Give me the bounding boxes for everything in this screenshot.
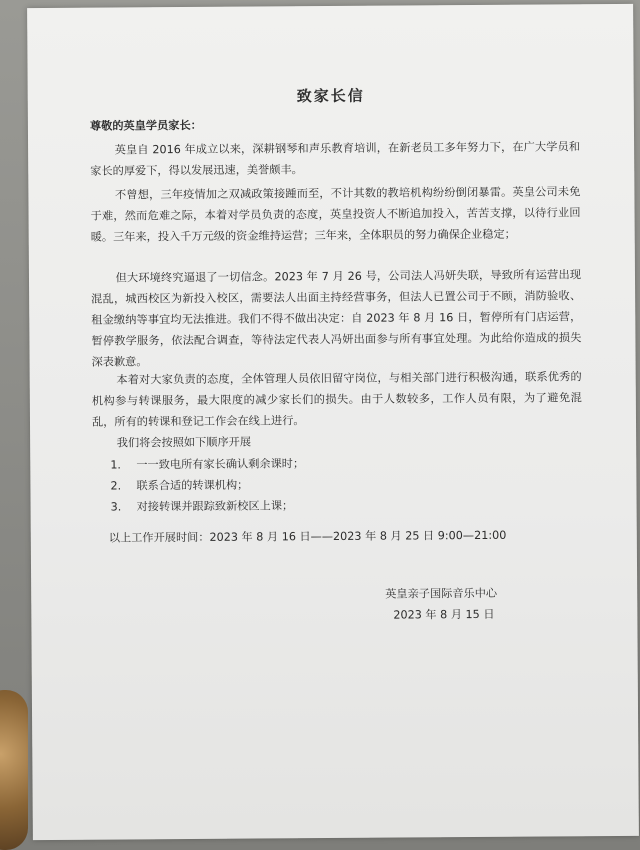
salutation: 尊敬的英皇学员家长： bbox=[89, 118, 202, 133]
step-number: 1. bbox=[110, 458, 122, 472]
paragraph-hardship: 不曾想，三年疫情加之双减政策接踵而至，不计其数的教培机构纷纷倒闭暴雷。英皇公司未免于难，然而危难之际，本着对学员负责的态度，英皇投资人不断追加投入，苦苦支撑，以待行业回暖。三年来，投入千万元级的资金维持运营；三年来，全体职员的努力确保企业稳定； bbox=[90, 185, 581, 244]
step-number: 2. bbox=[110, 479, 122, 493]
background-object bbox=[0, 690, 28, 850]
step-text: 对接转课并跟踪致新校区上课； bbox=[136, 499, 294, 514]
signature-organization: 英皇亲子国际音乐中心 bbox=[385, 586, 498, 601]
steps-intro: 我们将会按照如下顺序开展 bbox=[116, 435, 252, 450]
list-item bbox=[110, 474, 304, 496]
letter-title: 致家长信 bbox=[296, 86, 365, 106]
paragraph-suspension: 但大环境终究逼退了一切信念。2023 年 7 月 26 号，公司法人冯妍失联，导致所有运营出现混乱，城西校区为新投入校区，需要法人出面主持经营事务，但法人已置公司于不顾，消防验收、租金缴纳等事宜均无法推进。我们不得不做出决定：自 2023 年 8 月 16 日，暂停所有门店运营，暂停教学服务，依法配合调查，等待法定代表人冯妍出面参与所有事宜处理。为此给你造成的损失深表歉意。 bbox=[91, 268, 582, 369]
list-item bbox=[110, 453, 304, 475]
paragraph-transfer: 本着对大家负责的态度，全体管理人员依旧留守岗位，与相关部门进行积极沟通，联系优秀的机构参与转课服务，最大限度的减少家长们的损失。由于人数较多，工作人员有限，为了避免混乱，所有的转课和登记工作会在线上进行。 bbox=[91, 370, 582, 429]
step-text: 联系合适的转课机构； bbox=[136, 478, 249, 493]
list-item bbox=[111, 495, 305, 517]
work-hours: 以上工作开展时间：2023 年 8 月 16 日——2023 年 8 月 25 日 9:00—21:00 bbox=[108, 528, 507, 545]
signature-date: 2023 年 8 月 15 日 bbox=[393, 607, 495, 622]
steps-list bbox=[110, 453, 304, 517]
letter-sheet bbox=[27, 4, 639, 840]
step-number: 3. bbox=[110, 500, 122, 514]
letter-body bbox=[27, 4, 639, 840]
paragraph-history: 英皇自 2016 年成立以来，深耕钢琴和声乐教育培训，在新老员工多年努力下，在广大学员和家长的厚爱下，得以发展迅速，美誉颇丰。 bbox=[90, 140, 581, 178]
step-text: 一一致电所有家长确认剩余课时； bbox=[136, 457, 305, 472]
